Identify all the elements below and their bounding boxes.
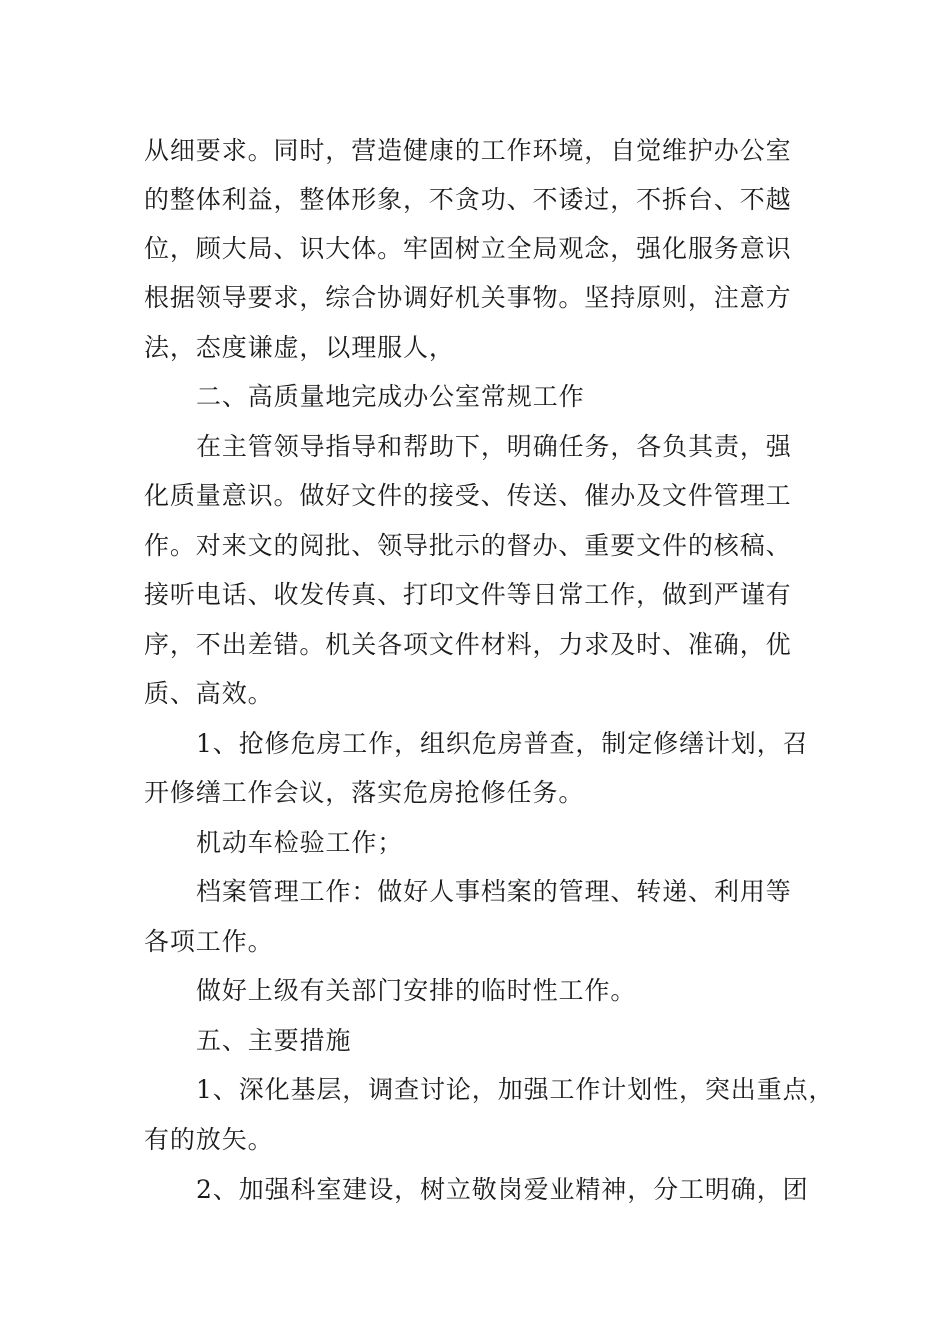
text-line: 序，不出差错。机关各项文件材料，力求及时、准确，优 [144, 630, 792, 659]
text-line: 1、抢修危房工作，组织危房普查，制定修缮计划，召 [196, 729, 809, 758]
text-line: 档案管理工作：做好人事档案的管理、转递、利用等 [196, 877, 792, 906]
text-line: 有的放矢。 [144, 1125, 274, 1154]
text-line: 机动车检验工作； [196, 828, 404, 857]
text-line: 的整体利益，整体形象，不贪功、不诿过，不拆台、不越 [144, 185, 792, 214]
section-heading: 五、主要措施 [196, 1026, 352, 1055]
text-line: 位，顾大局、识大体。牢固树立全局观念，强化服务意识 [144, 234, 792, 263]
text-line: 作。对来文的阅批、领导批示的督办、重要文件的核稿、 [144, 531, 792, 560]
text-line: 开修缮工作会议，落实危房抢修任务。 [144, 778, 585, 807]
text-line: 接听电话、收发传真、打印文件等日常工作，做到严谨有 [144, 580, 792, 609]
text-line: 1、深化基层，调查讨论，加强工作计划性，突出重点， [196, 1075, 835, 1104]
text-line: 做好上级有关部门安排的临时性工作。 [196, 976, 637, 1005]
text-line: 法，态度谦虚，以理服人， [144, 333, 455, 362]
text-line: 质、高效。 [144, 679, 274, 708]
text-line: 化质量意识。做好文件的接受、传送、催办及文件管理工 [144, 481, 792, 510]
text-line: 2、加强科室建设，树立敬岗爱业精神，分工明确，团 [196, 1175, 809, 1204]
text-line: 各项工作。 [144, 927, 274, 956]
text-line: 根据领导要求，综合协调好机关事物。坚持原则，注意方 [144, 283, 792, 312]
text-line: 在主管领导指导和帮助下，明确任务，各负其责，强 [196, 432, 792, 461]
section-heading: 二、高质量地完成办公室常规工作 [196, 382, 585, 411]
text-line: 从细要求。同时，营造健康的工作环境，自觉维护办公室 [144, 136, 792, 165]
